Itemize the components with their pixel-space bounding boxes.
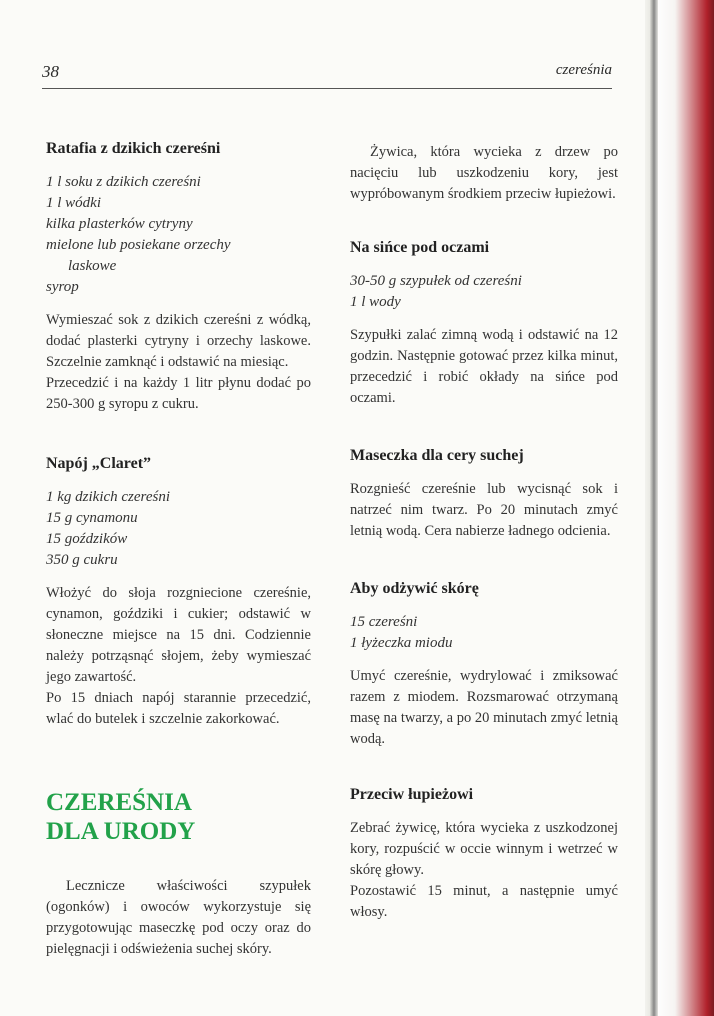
recipe-title: Na sińce pod oczami	[350, 239, 490, 256]
instructions: Umyć czereśnie, wydrylować i zmiksować razem z miodem. Rozsmarować otrzymaną masę na twarzy, a po 20 minutach zmyć letnią wodą.	[350, 668, 618, 747]
resin-note: Żywica, która wycieka z drzew po nacięciu lub uszkodzeniu kory, jest wypróbowanym środkiem przeciw łupieżowi.	[350, 144, 618, 202]
section-title-line: DLA URODY	[46, 818, 196, 845]
recipe-dandruff	[350, 786, 618, 923]
ingredient: 30-50 g szypułek od czereśni	[350, 273, 522, 289]
instructions: Zebrać żywicę, która wycieka z uszkodzonej kory, rozpuścić w occie winnym i wetrzeć w skórę głowy.	[350, 820, 618, 878]
section-title	[46, 788, 311, 846]
ingredient: laskowe	[68, 258, 117, 274]
right-column	[350, 142, 618, 923]
recipe-title: Przeciw łupieżowi	[350, 786, 474, 803]
recipe-title: Maseczka dla cery suchej	[350, 447, 524, 464]
ingredient: 1 l wódki	[46, 195, 101, 211]
recipe-title: Aby odżywić skórę	[350, 580, 479, 597]
instructions: Pozostawić 15 minut, a następnie umyć włosy.	[350, 883, 618, 920]
ingredient: syrop	[46, 279, 79, 295]
recipe-title: Ratafia z dzikich czereśni	[46, 140, 221, 157]
book-gutter-shadow	[650, 0, 658, 1016]
left-column	[46, 140, 311, 960]
page-number: 38	[42, 62, 59, 81]
ingredient: 1 kg dzikich czereśni	[46, 489, 170, 505]
recipe-nourish	[350, 580, 618, 750]
recipe-ratafia	[46, 140, 311, 415]
instructions: Włożyć do słoja rozgniecione czereśnie, cynamon, goździki i cukier; odstawić w słoneczne miejsce na 15 dni. Codziennie należy potrząsnąć słojem, żeby wymieszać jego zawartość.	[46, 585, 311, 685]
instructions: Przecedzić i na każdy 1 litr płynu dodać po 250-300 g syropu z cukru.	[46, 375, 311, 412]
section-title-line: CZEREŚNIA	[46, 789, 192, 816]
ingredient: 15 czereśni	[350, 614, 418, 630]
section-beauty	[46, 788, 311, 960]
ingredient: kilka plasterków cytryny	[46, 216, 193, 232]
ingredient: mielone lub posiekane orzechy	[46, 237, 231, 253]
recipe-bruises	[350, 239, 618, 409]
recipe-claret	[46, 455, 311, 730]
ingredient-list	[350, 612, 618, 654]
recipe-dry-skin	[350, 447, 618, 542]
ingredient: 15 g cynamonu	[46, 510, 138, 526]
recipe-title: Napój „Claret”	[46, 455, 152, 472]
page-header	[42, 60, 612, 89]
ingredient: 1 l wody	[350, 294, 401, 310]
instructions: Szypułki zalać zimną wodą i odstawić na 12 godzin. Następnie gotować przez kilka minut, przecedzić i robić okłady na sińce pod oczami.	[350, 327, 618, 406]
instructions: Po 15 dniach napój starannie przecedzić, wlać do butelek i szczelnie zakorkować.	[46, 690, 311, 727]
ingredient: 1 l soku z dzikich czereśni	[46, 174, 201, 190]
ingredient: 15 goździków	[46, 531, 128, 547]
intro-paragraph: Lecznicze właściwości szypułek (ogonków) i owoców wykorzystuje się przygotowując maseczkę pod oczy oraz do pielęgnacji i odświeżenia suchej skóry.	[46, 878, 311, 957]
ingredient-list	[46, 487, 311, 571]
ingredient-list	[46, 172, 311, 298]
ingredient: 1 łyżeczka miodu	[350, 635, 453, 651]
ingredient-list	[350, 271, 618, 313]
instructions: Rozgnieść czereśnie lub wycisnąć sok i natrzeć nim twarz. Po 20 minutach zmyć letnią wodą. Cera nabierze ładnego odcienia.	[350, 481, 618, 539]
ingredient: 350 g cukru	[46, 552, 118, 568]
running-title: czereśnia	[555, 62, 612, 78]
instructions: Wymieszać sok z dzikich czereśni z wódką, dodać plasterki cytryny i orzechy laskowe. Szczelnie zamknąć i odstawić na miesiąc.	[46, 312, 311, 370]
